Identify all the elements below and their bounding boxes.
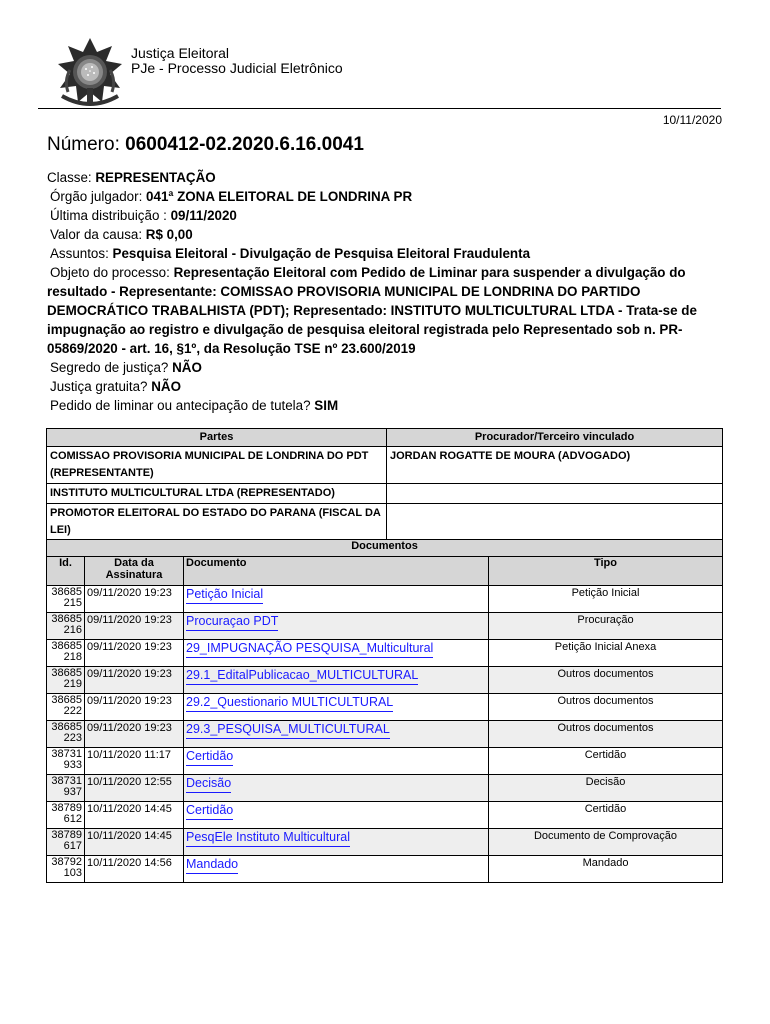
field-objeto: Objeto do processo: Representação Eleitoral com Pedido de Liminar para suspender a divulgação do resultado - Representante: COMISSAO PROVISORIA MUNICIPAL DE LONDRINA DO PARTIDO DEMOCRÁTICO TRABALHISTA (PDT); Representado: INSTITUTO MULTICULTURAL LTDA - Trata-se de impugnação ao registro e divulgação de pesquisa eleitoral registrada pelo Representado sob n. PR-05869/2020 - art. 16, §1º, da Resolução TSE nº 23.600/2019 bbox=[47, 265, 697, 356]
document-type: Outros documentos bbox=[489, 721, 723, 748]
brazil-coat-of-arms-icon bbox=[50, 36, 130, 116]
document-signature-date: 09/11/2020 19:23 bbox=[85, 640, 184, 667]
field-segredo: Segredo de justiça? NÃO bbox=[50, 360, 202, 375]
document-row bbox=[47, 802, 723, 829]
type-header: Tipo bbox=[489, 557, 723, 586]
document-id: 38792 103 bbox=[47, 856, 85, 883]
document-signature-date: 09/11/2020 19:23 bbox=[85, 721, 184, 748]
field-valor: Valor da causa: R$ 0,00 bbox=[50, 227, 193, 242]
document-id: 38731 937 bbox=[47, 775, 85, 802]
parties-table bbox=[46, 428, 723, 541]
document-link[interactable]: 29_IMPUGNAÇÃO PESQUISA_Multicultural bbox=[186, 641, 433, 658]
document-row bbox=[47, 829, 723, 856]
documents-table bbox=[46, 539, 723, 883]
document-link-cell bbox=[184, 640, 489, 667]
document-link[interactable]: PesqEle Instituto Multicultural bbox=[186, 830, 350, 847]
document-link-cell bbox=[184, 802, 489, 829]
document-row bbox=[47, 667, 723, 694]
document-type: Outros documentos bbox=[489, 667, 723, 694]
document-link-cell bbox=[184, 856, 489, 883]
document-row bbox=[47, 721, 723, 748]
party-attorney bbox=[387, 504, 723, 541]
document-row bbox=[47, 775, 723, 802]
document-signature-date: 09/11/2020 19:23 bbox=[85, 586, 184, 613]
document-type: Procuração bbox=[489, 613, 723, 640]
document-id: 38789 617 bbox=[47, 829, 85, 856]
document-link-cell bbox=[184, 586, 489, 613]
document-link[interactable]: Certidão bbox=[186, 803, 233, 820]
party-name: INSTITUTO MULTICULTURAL LTDA (REPRESENTADO) bbox=[47, 484, 387, 504]
document-link[interactable]: 29.1_EditalPublicacao_MULTICULTURAL bbox=[186, 668, 418, 685]
party-row bbox=[47, 484, 723, 504]
document-link[interactable]: Mandado bbox=[186, 857, 238, 874]
document-id: 38685 222 bbox=[47, 694, 85, 721]
date-header: Data da Assinatura bbox=[85, 557, 184, 586]
document-link[interactable]: Certidão bbox=[186, 749, 233, 766]
document-signature-date: 09/11/2020 19:23 bbox=[85, 613, 184, 640]
party-attorney bbox=[387, 484, 723, 504]
document-header: Documento bbox=[184, 557, 489, 586]
party-attorney: JORDAN ROGATTE DE MOURA (ADVOGADO) bbox=[387, 447, 723, 484]
document-type: Decisão bbox=[489, 775, 723, 802]
document-type: Documento de Comprovação bbox=[489, 829, 723, 856]
document-date: 10/11/2020 bbox=[662, 113, 722, 127]
document-signature-date: 10/11/2020 14:56 bbox=[85, 856, 184, 883]
document-signature-date: 10/11/2020 14:45 bbox=[85, 802, 184, 829]
attorney-header: Procurador/Terceiro vinculado bbox=[387, 429, 723, 447]
process-details bbox=[47, 168, 727, 415]
documents-title: Documentos bbox=[47, 540, 723, 557]
process-number-label: Número: bbox=[47, 134, 120, 155]
document-type: Certidão bbox=[489, 802, 723, 829]
id-header: Id. bbox=[47, 557, 85, 586]
party-row bbox=[47, 447, 723, 484]
field-assuntos: Assuntos: Pesquisa Eleitoral - Divulgação de Pesquisa Eleitoral Fraudulenta bbox=[50, 246, 531, 261]
document-row bbox=[47, 640, 723, 667]
document-id: 38789 612 bbox=[47, 802, 85, 829]
document-type: Outros documentos bbox=[489, 694, 723, 721]
document-link-cell bbox=[184, 829, 489, 856]
document-link[interactable]: Decisão bbox=[186, 776, 231, 793]
document-id: 38685 218 bbox=[47, 640, 85, 667]
process-number bbox=[47, 134, 364, 156]
document-link-cell bbox=[184, 721, 489, 748]
process-number-value: 0600412-02.2020.6.16.0041 bbox=[125, 134, 364, 155]
document-row bbox=[47, 694, 723, 721]
document-link[interactable]: Petição Inicial bbox=[186, 587, 263, 604]
document-type: Petição Inicial bbox=[489, 586, 723, 613]
document-row bbox=[47, 613, 723, 640]
document-id: 38685 216 bbox=[47, 613, 85, 640]
field-classe: Classe: REPRESENTAÇÃO bbox=[47, 170, 216, 185]
party-name: COMISSAO PROVISORIA MUNICIPAL DE LONDRINA DO PDT (REPRESENTANTE) bbox=[47, 447, 387, 484]
document-signature-date: 09/11/2020 19:23 bbox=[85, 667, 184, 694]
party-name: PROMOTOR ELEITORAL DO ESTADO DO PARANA (FISCAL DA LEI) bbox=[47, 504, 387, 541]
document-link-cell bbox=[184, 667, 489, 694]
document-id: 38685 215 bbox=[47, 586, 85, 613]
document-link-cell bbox=[184, 694, 489, 721]
document-id: 38685 219 bbox=[47, 667, 85, 694]
document-id: 38731 933 bbox=[47, 748, 85, 775]
field-distribuicao: Última distribuição : 09/11/2020 bbox=[50, 208, 237, 223]
document-type: Petição Inicial Anexa bbox=[489, 640, 723, 667]
document-row bbox=[47, 856, 723, 883]
document-link[interactable]: 29.2_Questionario MULTICULTURAL bbox=[186, 695, 393, 712]
organization-header bbox=[131, 46, 343, 76]
document-link[interactable]: 29.3_PESQUISA_MULTICULTURAL bbox=[186, 722, 390, 739]
document-signature-date: 10/11/2020 11:17 bbox=[85, 748, 184, 775]
document-link[interactable]: Procuraçao PDT bbox=[186, 614, 278, 631]
document-id: 38685 223 bbox=[47, 721, 85, 748]
document-link-cell bbox=[184, 613, 489, 640]
document-link-cell bbox=[184, 748, 489, 775]
document-signature-date: 10/11/2020 12:55 bbox=[85, 775, 184, 802]
org-name: Justiça Eleitoral bbox=[131, 45, 230, 61]
party-row bbox=[47, 504, 723, 541]
document-link-cell bbox=[184, 775, 489, 802]
field-orgao: Órgão julgador: 041ª ZONA ELEITORAL DE LONDRINA PR bbox=[50, 189, 413, 204]
document-signature-date: 10/11/2020 14:45 bbox=[85, 829, 184, 856]
document-row bbox=[47, 748, 723, 775]
document-row bbox=[47, 586, 723, 613]
field-liminar: Pedido de liminar ou antecipação de tutela? SIM bbox=[50, 398, 339, 413]
header-divider bbox=[38, 108, 721, 109]
document-signature-date: 09/11/2020 19:23 bbox=[85, 694, 184, 721]
parties-header: Partes bbox=[47, 429, 387, 447]
document-type: Certidão bbox=[489, 748, 723, 775]
field-gratuita: Justiça gratuita? NÃO bbox=[50, 379, 182, 394]
system-name: PJe - Processo Judicial Eletrônico bbox=[131, 60, 343, 76]
document-type: Mandado bbox=[489, 856, 723, 883]
